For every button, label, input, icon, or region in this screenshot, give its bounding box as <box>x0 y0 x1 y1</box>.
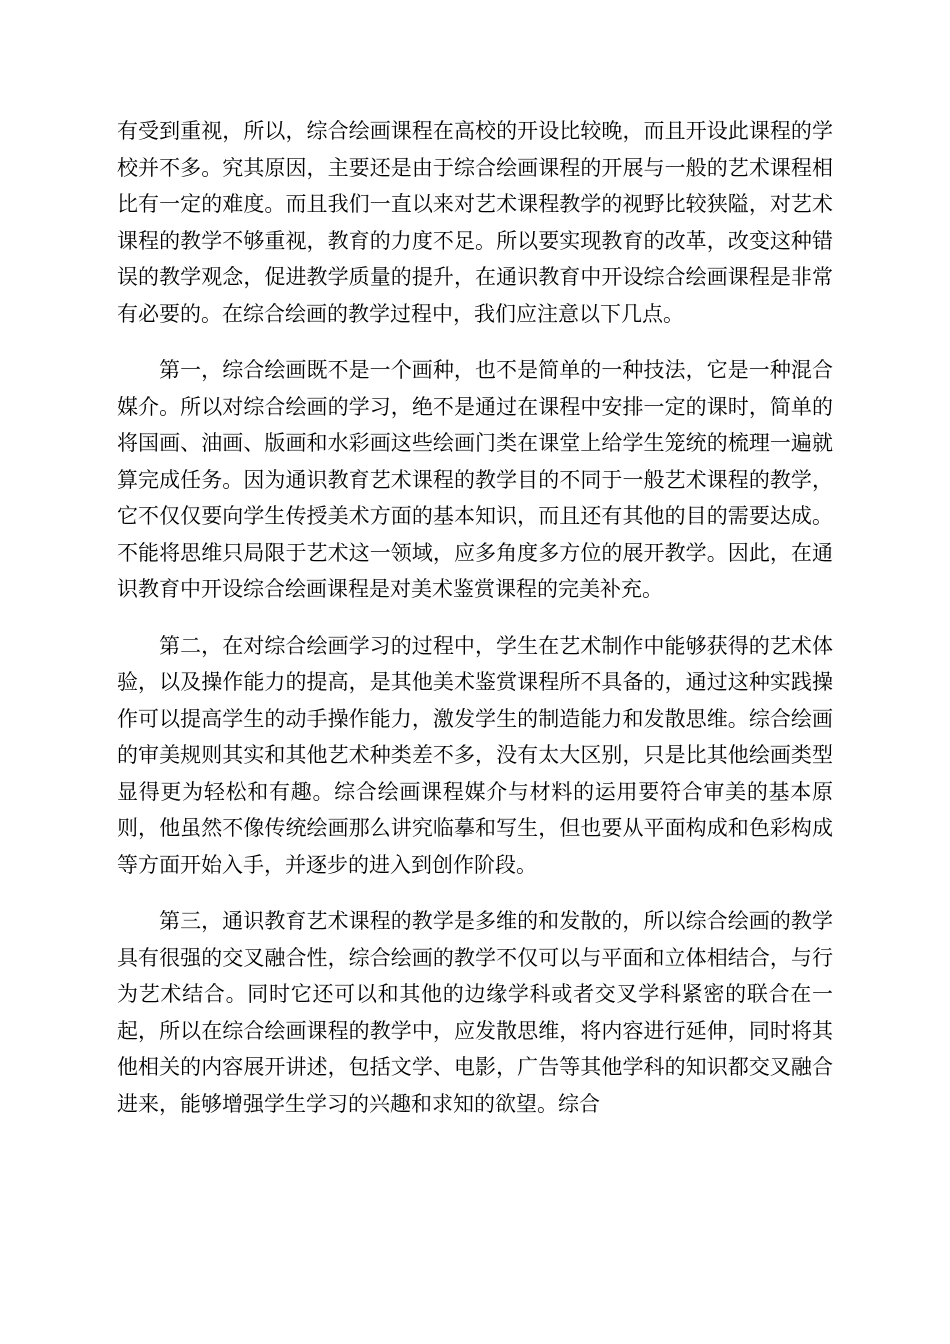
document-page <box>117 113 833 1142</box>
paragraph-continuation: 有受到重视，所以，综合绘画课程在高校的开设比较晚，而且开设此课程的学校并不多。究其原因，主要还是由于综合绘画课程的开展与一般的艺术课程相比有一定的难度。而且我们一直以来对艺术课程教学的视野比较狭隘，对艺术课程的教学不够重视，教育的力度不足。所以要实现教育的改革，改变这种错误的教学观念，促进教学质量的提升，在通识教育中开设综合绘画课程是非常有必要的。在综合绘画的教学过程中，我们应注意以下几点。 <box>117 119 833 326</box>
paragraph-point-one: 第一，综合绘画既不是一个画种，也不是简单的一种技法，它是一种混合媒介。所以对综合绘画的学习，绝不是通过在课程中安排一定的课时，简单的将国画、油画、版画和水彩画这些绘画门类在课堂上给学生笼统的梳理一遍就算完成任务。因为通识教育艺术课程的教学目的不同于一般艺术课程的教学，它不仅仅要向学生传授美术方面的基本知识，而且还有其他的目的需要达成。不能将思维只局限于艺术这一领域，应多角度多方位的展开教学。因此，在通识教育中开设综合绘画课程是对美术鉴赏课程的完美补充。 <box>117 358 833 601</box>
paragraph-point-three: 第三，通识教育艺术课程的教学是多维的和发散的，所以综合绘画的教学具有很强的交叉融合性，综合绘画的教学不仅可以与平面和立体相结合，与行为艺术结合。同时它还可以和其他的边缘学科或者交叉学科紧密的联合在一起，所以在综合绘画课程的教学中，应发散思维，将内容进行延伸，同时将其他相关的内容展开讲述，包括文学、电影，广告等其他学科的知识都交叉融合进来，能够增强学生学习的兴趣和求知的欲望。综合 <box>117 909 833 1116</box>
paragraph-point-two: 第二，在对综合绘画学习的过程中，学生在艺术制作中能够获得的艺术体验，以及操作能力的提高，是其他美术鉴赏课程所不具备的，通过这种实践操作可以提高学生的动手操作能力，激发学生的制造能力和发散思维。综合绘画的审美规则其实和其他艺术种类差不多，没有太大区别，只是比其他绘画类型显得更为轻松和有趣。综合绘画课程媒介与材料的运用要符合审美的基本原则，他虽然不像传统绘画那么讲究临摹和写生，但也要从平面构成和色彩构成等方面开始入手，并逐步的进入到创作阶段。 <box>117 633 833 877</box>
